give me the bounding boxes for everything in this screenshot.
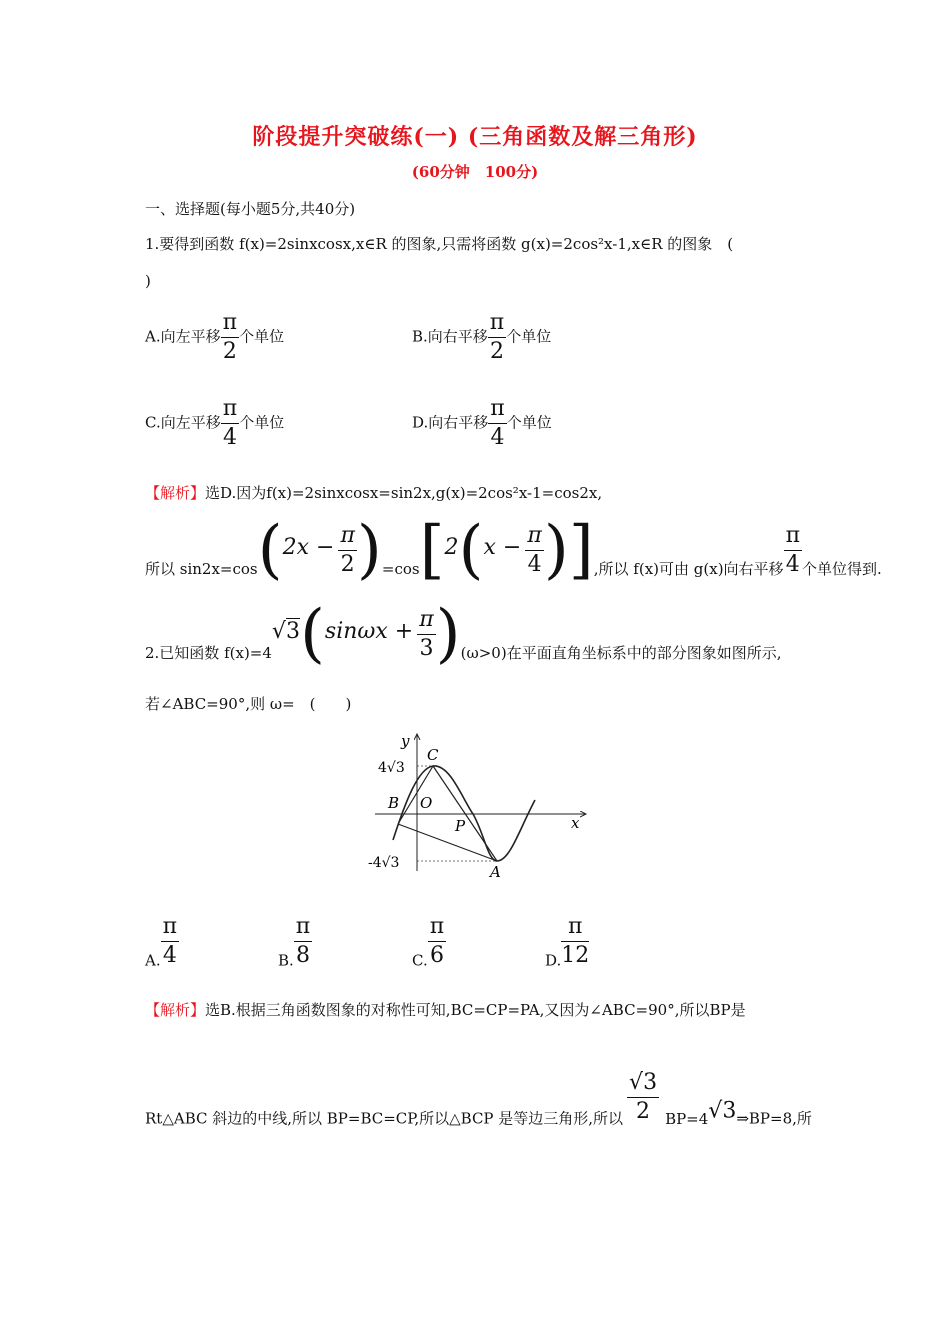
q2-stem-line2: 若∠ABC=90°,则 ω= ( ) (145, 695, 352, 713)
q1-analysis-tag: 【解析】 (145, 484, 206, 502)
sine-curve (393, 766, 535, 861)
q1-option-c-label: C.向左平移 (145, 413, 221, 432)
q1-stem-line2: ) (145, 272, 151, 290)
q1-option-d-label: D.向右平移 (412, 413, 489, 432)
page-title: 阶段提升突破练(一) (三角函数及解三角形) (252, 124, 698, 150)
page-subtitle: (60分钟 100分) (411, 163, 539, 181)
q1-option-a[interactable]: A.向左平移 $\frac{\pi}{2}$ 个单位 (145, 310, 285, 364)
q1-option-d-fraction: $\frac{\pi}{4}$ (490, 396, 505, 450)
q1-analysis-line1: 【解析】选D.因为f(x)=2sinxcosx=sin2x,g(x)=2cos²x-1=cos2x, (145, 484, 603, 502)
point-a-label: A (490, 863, 501, 881)
q1-option-c[interactable]: C.向左平移 $\frac{\pi}{4}$ 个单位 (145, 396, 285, 450)
q1-stem-line1: 1.要得到函数 f(x)=2sinxcosx,x∈R 的图象,只需将函数 g(x)=2cos²x-1,x∈R 的图象 ( (145, 235, 734, 253)
q2-option-c[interactable]: C. $\frac{\pi}{6}$ (412, 914, 445, 970)
q1-option-b-label: B.向右平移 (412, 327, 488, 346)
q2-option-b[interactable]: B. $\frac{\pi}{8}$ (278, 914, 311, 970)
y-axis-label: y (401, 732, 410, 750)
point-c-label: C (427, 746, 439, 764)
q2-analysis-tag: 【解析】 (145, 1001, 206, 1019)
q2-option-d[interactable]: D. $\frac{\pi}{12}$ (545, 914, 590, 970)
q2-stem-line1: 2.已知函数 f(x)=4√3(sinωx + $\frac{\pi}{3}$ )(ω>0)在平面直角坐标系中的部分图象如图所示, (145, 597, 782, 671)
origin-o-label: O (420, 794, 433, 812)
point-p-label: P (455, 817, 466, 835)
max-value-label: 4√3 (378, 760, 405, 776)
q2-option-a[interactable]: A. $\frac{\pi}{4}$ (145, 914, 178, 970)
q1-option-c-fraction: $\frac{\pi}{4}$ (222, 396, 238, 450)
segment-ba (398, 824, 497, 861)
q2-sine-graph-figure (360, 728, 600, 883)
q2-analysis-line1: 【解析】选B.根据三角函数图象的对称性可知,BC=CP=PA,又因为∠ABC=90°,所以BP是 (145, 1001, 746, 1019)
q2-analysis-line2: Rt△ABC 斜边的中线,所以 BP=BC=CP,所以△BCP 是等边三角形,所以 $\frac{√3}{2}$ BP=4√3⇒BP=8,所 (145, 1070, 812, 1128)
q1-option-a-label: A.向左平移 (145, 327, 221, 346)
min-value-label: -4√3 (368, 855, 400, 871)
q1-option-d[interactable]: D.向右平移 $\frac{\pi}{4}$ 个单位 (412, 396, 552, 450)
q1-option-a-fraction: $\frac{\pi}{2}$ (222, 310, 238, 364)
q1-option-b[interactable]: B.向右平移 $\frac{\pi}{2}$ 个单位 (412, 310, 552, 364)
q1-analysis-line2: 所以 sin2x=cos(2x − $\frac{\pi}{2}$ )=cos[2(x − $\frac{\pi}{4}$ )],所以 f(x)可由 g(x)向右平移 $\frac{\pi}{4}$ 个单位得到. (145, 513, 882, 587)
q2-sqrt-sign: √ (271, 619, 286, 644)
point-b-label: B (388, 794, 400, 812)
q1-option-b-fraction: $\frac{\pi}{2}$ (489, 310, 505, 364)
x-axis-label: x (571, 814, 580, 832)
section-heading: 一、选择题(每小题5分,共40分) (145, 200, 356, 218)
